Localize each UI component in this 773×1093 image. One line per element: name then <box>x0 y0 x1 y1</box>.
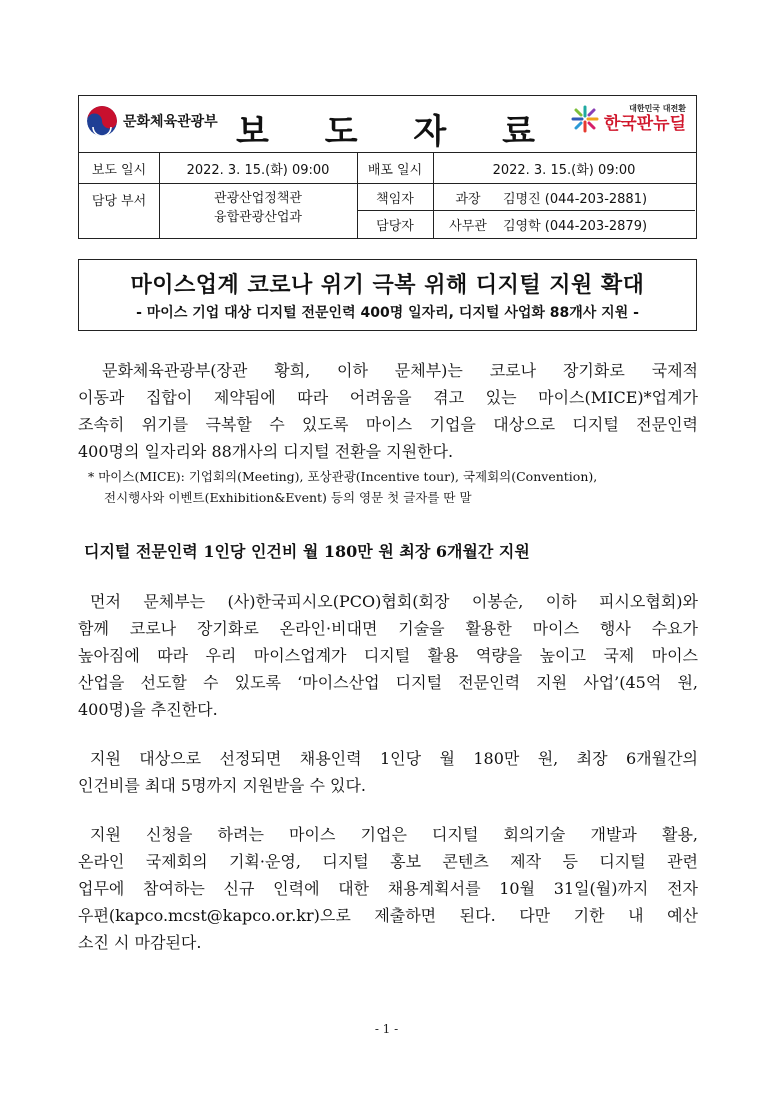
press-release-header <box>78 95 697 239</box>
brand-tagline: 대한민국 대전환 <box>629 104 686 113</box>
department-value <box>159 184 357 238</box>
brand-name: 한국판뉴딜 <box>603 114 686 134</box>
distribution-value: 2022. 3. 15.(화) 09:00 <box>492 162 636 178</box>
paragraph-application <box>78 821 698 956</box>
staff-label: 담당자 <box>376 219 414 234</box>
text-line: 높아짐에 따라 우리 마이스업계가 디지털 활용 역량을 높이고 국제 마이스 <box>78 646 698 665</box>
text-line: 문화체육관광부(장관 황희, 이하 문체부)는 코로나 장기화로 국제적 <box>102 361 698 380</box>
text-line: 400명)을 추진한다. <box>78 700 218 719</box>
text-line: 400명의 일자리와 88개사의 디지털 전환을 지원한다. <box>78 442 454 461</box>
department-label: 담당 부서 <box>91 194 147 209</box>
footnote-line: 전시행사와 이벤트(Exhibition&Event) 등의 영문 첫 글자를 딴 말 <box>104 490 472 505</box>
section-heading: 디지털 전문인력 1인당 인건비 월 180만 원 최장 6개월간 지원 <box>84 542 530 561</box>
headline-box <box>78 259 697 331</box>
paragraph-intro <box>78 357 698 465</box>
staff-title: 사무관 <box>449 219 487 234</box>
text-line: 먼저 문체부는 (사)한국피시오(PCO)협회(회장 이봉순, 이하 피시오협회)와 <box>90 592 698 611</box>
department-line-2: 융합관광산업과 <box>214 210 302 225</box>
release-date-row <box>79 153 696 184</box>
release-value: 2022. 3. 15.(화) 09:00 <box>186 162 330 178</box>
mice-footnote <box>88 466 700 508</box>
staff-contact: 김영학 (044-203-2879) <box>503 219 648 234</box>
responsible-label: 책임자 <box>376 191 414 207</box>
responsible-contact: 김명진 (044-203-2881) <box>503 191 648 207</box>
header-title-row <box>79 96 696 153</box>
text-line: 소진 시 마감된다. <box>78 933 202 952</box>
distribution-label: 배포 일시 <box>367 162 423 178</box>
text-line: 업무에 참여하는 신규 인력에 대한 채용계획서를 10월 31일(월)까지 전자 <box>78 879 698 898</box>
text-line: 지원 대상으로 선정되면 채용인력 1인당 월 180만 원, 최장 6개월간의 <box>90 749 698 768</box>
document-title: 보 도 자 료 <box>236 112 557 152</box>
text-line: 산업을 선도할 수 있도록 ‘마이스산업 디지털 전문인력 지원 사업’(45억 원, <box>78 673 698 692</box>
text-line: 이동과 집합이 제약됨에 따라 어려움을 겪고 있는 마이스(MICE)*업계가 <box>78 388 698 407</box>
paragraph-eligibility <box>78 745 698 799</box>
footnote-line: * 마이스(MICE): 기업회의(Meeting), 포상관광(Incentive tour), 국제회의(Convention), <box>88 469 598 484</box>
responsible-title: 과장 <box>455 191 481 207</box>
text-line: 조속히 위기를 극복할 수 있도록 마이스 기업을 대상으로 디지털 전문인력 <box>78 415 698 434</box>
text-line: 온라인 국제회의 기획·운영, 디지털 홍보 콘텐츠 제작 등 디지털 관련 <box>78 852 698 871</box>
headline: 마이스업계 코로나 위기 극복 위해 디지털 지원 확대 <box>130 273 645 298</box>
text-line: 함께 코로나 장기화로 온라인·비대면 기술을 활용한 마이스 행사 수요가 <box>78 619 698 638</box>
text-line: 우편(kapco.mcst@kapco.or.kr)으로 제출하면 된다. 다만 기한 내 예산 <box>78 906 698 925</box>
paragraph-program <box>78 588 698 723</box>
new-deal-logo <box>570 104 686 134</box>
text-line: 지원 신청을 하려는 마이스 기업은 디지털 회의기술 개발과 활용, <box>90 825 698 844</box>
text-line: 인건비를 최대 5명까지 지원받을 수 있다. <box>78 776 366 795</box>
page-number: - 1 - <box>374 1022 399 1036</box>
ministry-name: 문화체육관광부 <box>123 114 218 130</box>
department-line-1: 관광산업정책관 <box>214 191 302 206</box>
subheadline: - 마이스 기업 대상 디지털 전문인력 400명 일자리, 디지털 사업화 88개사 지원 - <box>136 305 639 321</box>
new-deal-burst-icon <box>570 104 600 134</box>
department-row <box>79 184 696 238</box>
release-label: 보도 일시 <box>91 162 147 178</box>
